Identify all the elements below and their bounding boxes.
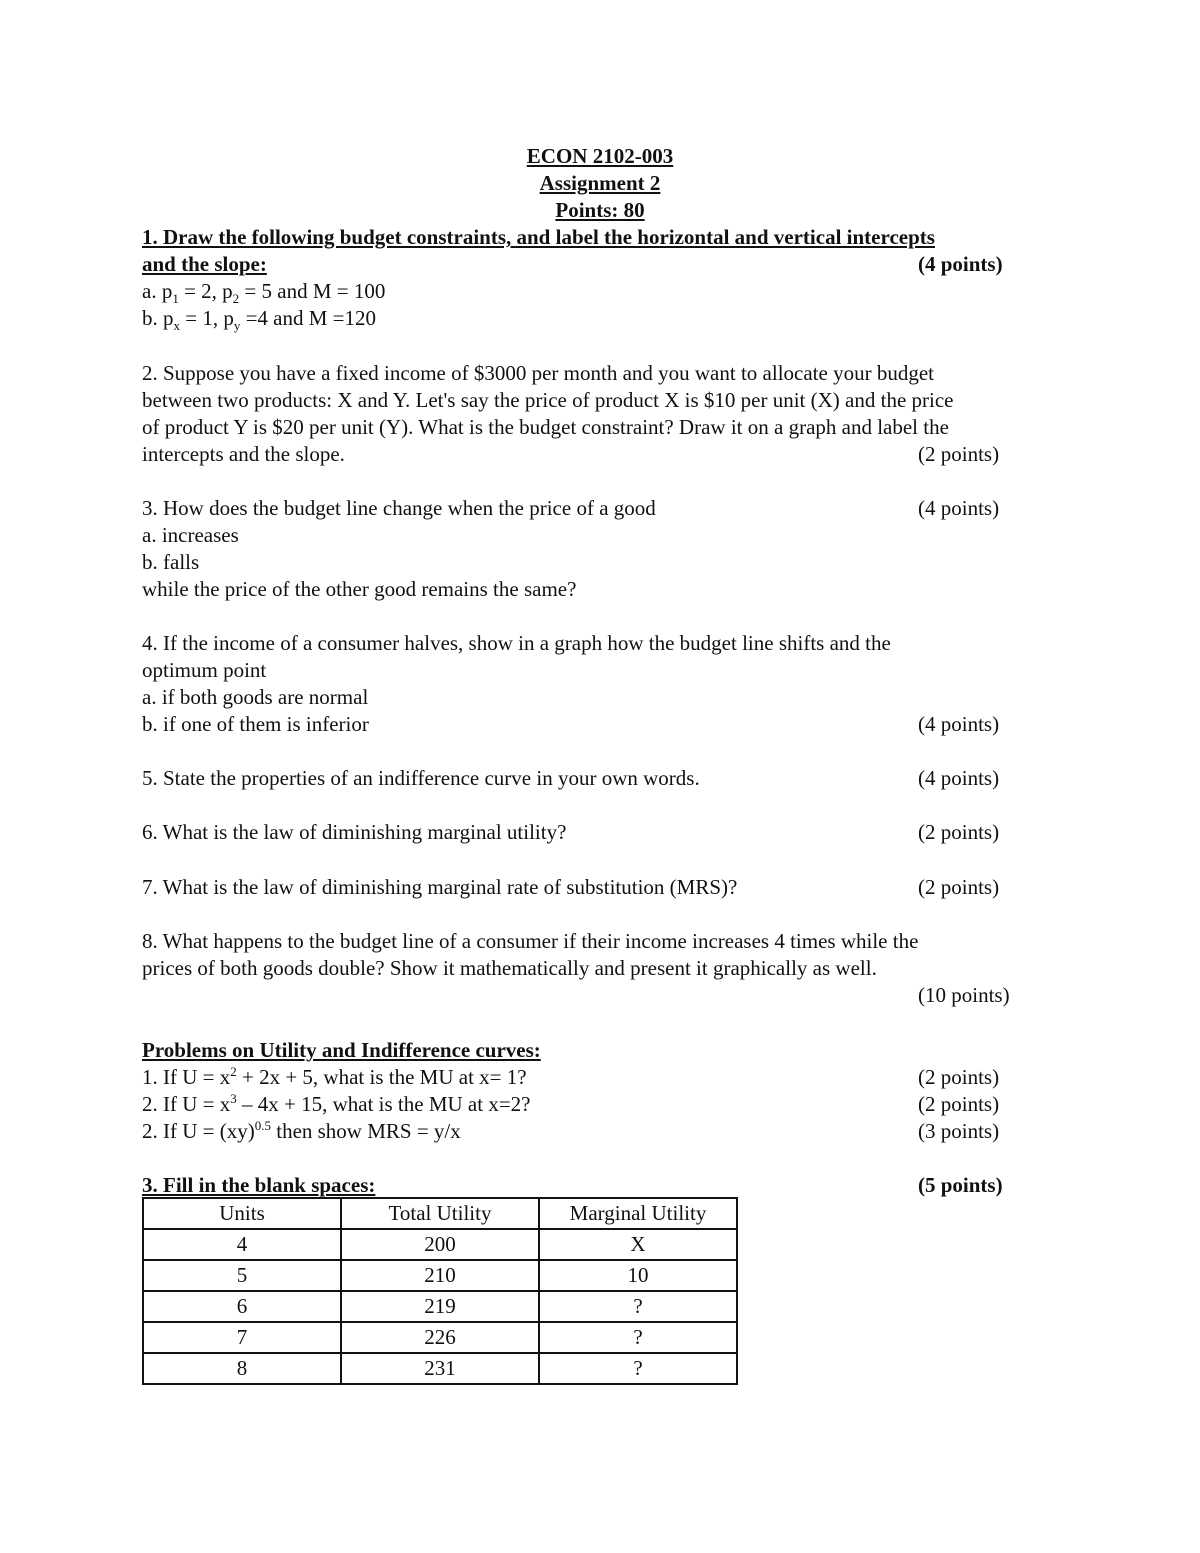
q3-line1: 3. How does the budget line change when the price of a good	[142, 496, 656, 520]
utility-problem-3: 2. If U = (xy)$^{0.5}$ then show MRS = y/x	[142, 1118, 461, 1143]
utility-problem-2-points: (2 points)	[918, 1092, 1000, 1116]
table-row	[143, 1229, 737, 1260]
table-cell: 8	[143, 1353, 341, 1384]
table-cell: 219	[341, 1291, 539, 1322]
q3-part-a: a. increases	[142, 523, 239, 547]
q6-points: (2 points)	[918, 820, 1000, 844]
table-cell: 231	[341, 1353, 539, 1384]
course-title: ECON 2102-003	[526, 144, 674, 168]
table-cell: 5	[143, 1260, 341, 1291]
total-points: Points: 80	[555, 198, 645, 222]
table-cell: X	[539, 1229, 737, 1260]
q2-points: (2 points)	[918, 442, 1000, 466]
q4-part-b: b. if one of them is inferior	[142, 712, 369, 736]
table-row	[143, 1291, 737, 1322]
q6-text: 6. What is the law of diminishing marginal utility?	[142, 820, 567, 844]
q4-line1: 4. If the income of a consumer halves, show in a graph how the budget line shifts and the	[142, 631, 891, 655]
table-cell: 200	[341, 1229, 539, 1260]
q7-text: 7. What is the law of diminishing marginal rate of substitution (MRS)?	[142, 875, 738, 899]
table-cell: 7	[143, 1322, 341, 1353]
q1-title-line1: 1. Draw the following budget constraints, and label the horizontal and vertical intercepts	[142, 225, 935, 249]
table-row	[143, 1322, 737, 1353]
q8-line1: 8. What happens to the budget line of a consumer if their income increases 4 times while the	[142, 929, 919, 953]
table-cell: 10	[539, 1260, 737, 1291]
utility-problem-1-points: (2 points)	[918, 1065, 1000, 1089]
table-cell: 4	[143, 1229, 341, 1260]
table-cell: 226	[341, 1322, 539, 1353]
table-cell: 210	[341, 1260, 539, 1291]
q3-line4: while the price of the other good remains the same?	[142, 577, 577, 601]
table-header-row	[143, 1198, 737, 1229]
utility-problem-2: 2. If $U = x^3 - 4x + 15$, what is the MU at x=2?	[142, 1091, 531, 1116]
q1-title-line2: and the slope:	[142, 252, 267, 276]
table-cell: ?	[539, 1353, 737, 1384]
q3-points: (4 points)	[918, 496, 1000, 520]
table-cell: 6	[143, 1291, 341, 1322]
table-cell: ?	[539, 1291, 737, 1322]
q4-line2: optimum point	[142, 658, 267, 682]
q1-points: (4 points)	[918, 252, 1003, 276]
q1-part-a: a. $p_1 = 2$, $p_2 = 5$ and M = 100	[142, 279, 386, 307]
fill-points: (5 points)	[918, 1173, 1003, 1197]
q4-points: (4 points)	[918, 712, 1000, 736]
q8-points: (10 points)	[918, 983, 1010, 1007]
utility-heading: Problems on Utility and Indifference curves:	[142, 1038, 541, 1062]
table-header-total-utility: Total Utility	[341, 1198, 539, 1229]
q8-line2: prices of both goods double? Show it mathematically and present it graphically as well.	[142, 956, 877, 980]
q2-line2: between two products: X and Y. Let's say the price of product X is $10 per unit (X) and the price	[142, 388, 954, 412]
q5-points: (4 points)	[918, 766, 1000, 790]
q3-part-b: b. falls	[142, 550, 200, 574]
table-header-units: Units	[143, 1198, 341, 1229]
table-row	[143, 1353, 737, 1384]
table-cell: ?	[539, 1322, 737, 1353]
assignment-title: Assignment 2	[539, 171, 661, 195]
q4-part-a: a. if both goods are normal	[142, 685, 369, 709]
q2-line3: of product Y is $20 per unit (Y). What is the budget constraint? Draw it on a graph and label the	[142, 415, 949, 439]
q1-part-b: b. $p_x = 1$, $p_y =4$ and M =120	[142, 306, 377, 334]
q7-points: (2 points)	[918, 875, 1000, 899]
q5-text: 5. State the properties of an indifference curve in your own words.	[142, 766, 700, 790]
table-header-marginal-utility: Marginal Utility	[539, 1198, 737, 1229]
utility-problem-1: 1. If $U = x^2 + 2x + 5$, what is the MU at x= 1?	[142, 1064, 527, 1089]
utility-table	[142, 1197, 738, 1385]
q2-line1: 2. Suppose you have a fixed income of $3000 per month and you want to allocate your budget	[142, 361, 934, 385]
fill-heading: 3. Fill in the blank spaces:	[142, 1173, 376, 1197]
table-row	[143, 1260, 737, 1291]
utility-problem-3-points: (3 points)	[918, 1119, 1000, 1143]
q2-line4: intercepts and the slope.	[142, 442, 345, 466]
